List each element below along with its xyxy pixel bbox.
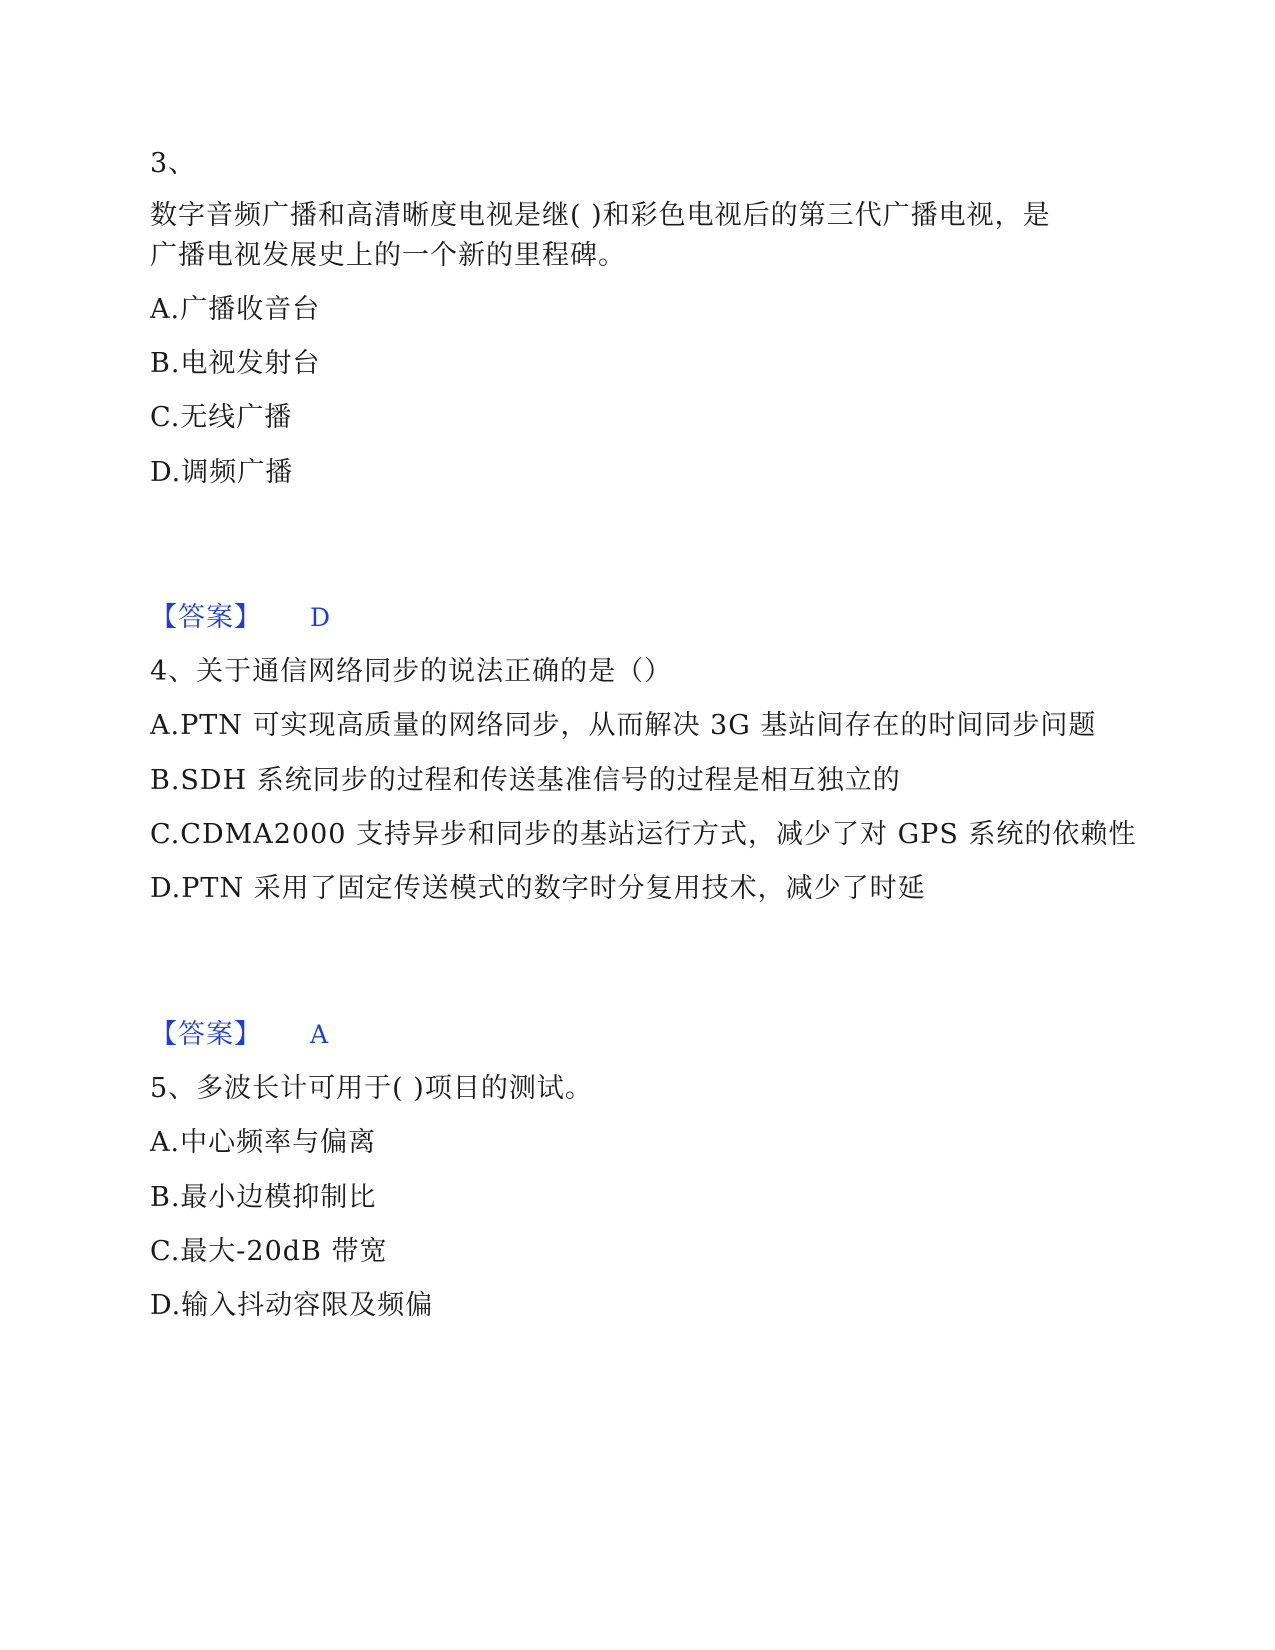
- question-5-option-c: C.最大-20dB 带宽: [150, 1236, 388, 1267]
- question-3-option-d: D.调频广播: [150, 457, 294, 488]
- question-5-option-d: D.输入抖动容限及频偏: [150, 1290, 434, 1321]
- question-3-option-a: A.广播收音台: [150, 294, 321, 325]
- question-3-option-c: C.无线广播: [150, 402, 293, 433]
- answer-label: 【答案】: [150, 1019, 262, 1050]
- question-3-option-b: B.电视发射台: [150, 348, 321, 379]
- question-4-option-d: D.PTN 采用了固定传送模式的数字时分复用技术，减少了时延: [150, 873, 926, 904]
- question-4-option-b: B.SDH 系统同步的过程和传送基准信号的过程是相互独立的: [150, 765, 901, 796]
- answer-label: 【答案】: [150, 602, 262, 633]
- question-3-stem-line-2: 广播电视发展史上的一个新的里程碑。: [150, 240, 626, 271]
- question-5-stem: 5、多波长计可用于( )项目的测试。: [150, 1073, 593, 1104]
- answer-value: A: [310, 1020, 330, 1049]
- question-4-answer: [150, 1017, 329, 1053]
- question-4-option-a: A.PTN 可实现高质量的网络同步，从而解决 3G 基站间存在的时间同步问题: [150, 710, 1097, 741]
- question-4-stem: 4、关于通信网络同步的说法正确的是（）: [150, 656, 673, 687]
- question-3-number: 3、: [150, 148, 197, 179]
- question-5-option-a: A.中心频率与偏离: [150, 1127, 377, 1158]
- answer-value: D: [310, 603, 332, 632]
- question-3-stem-line-1: 数字音频广播和高清晰度电视是继( )和彩色电视后的第三代广播电视，是: [150, 200, 1051, 231]
- question-4-option-c: C.CDMA2000 支持异步和同步的基站运行方式，减少了对 GPS 系统的依赖性: [150, 819, 1137, 850]
- question-5-option-b: B.最小边模抑制比: [150, 1182, 377, 1213]
- question-3-answer: [150, 600, 331, 636]
